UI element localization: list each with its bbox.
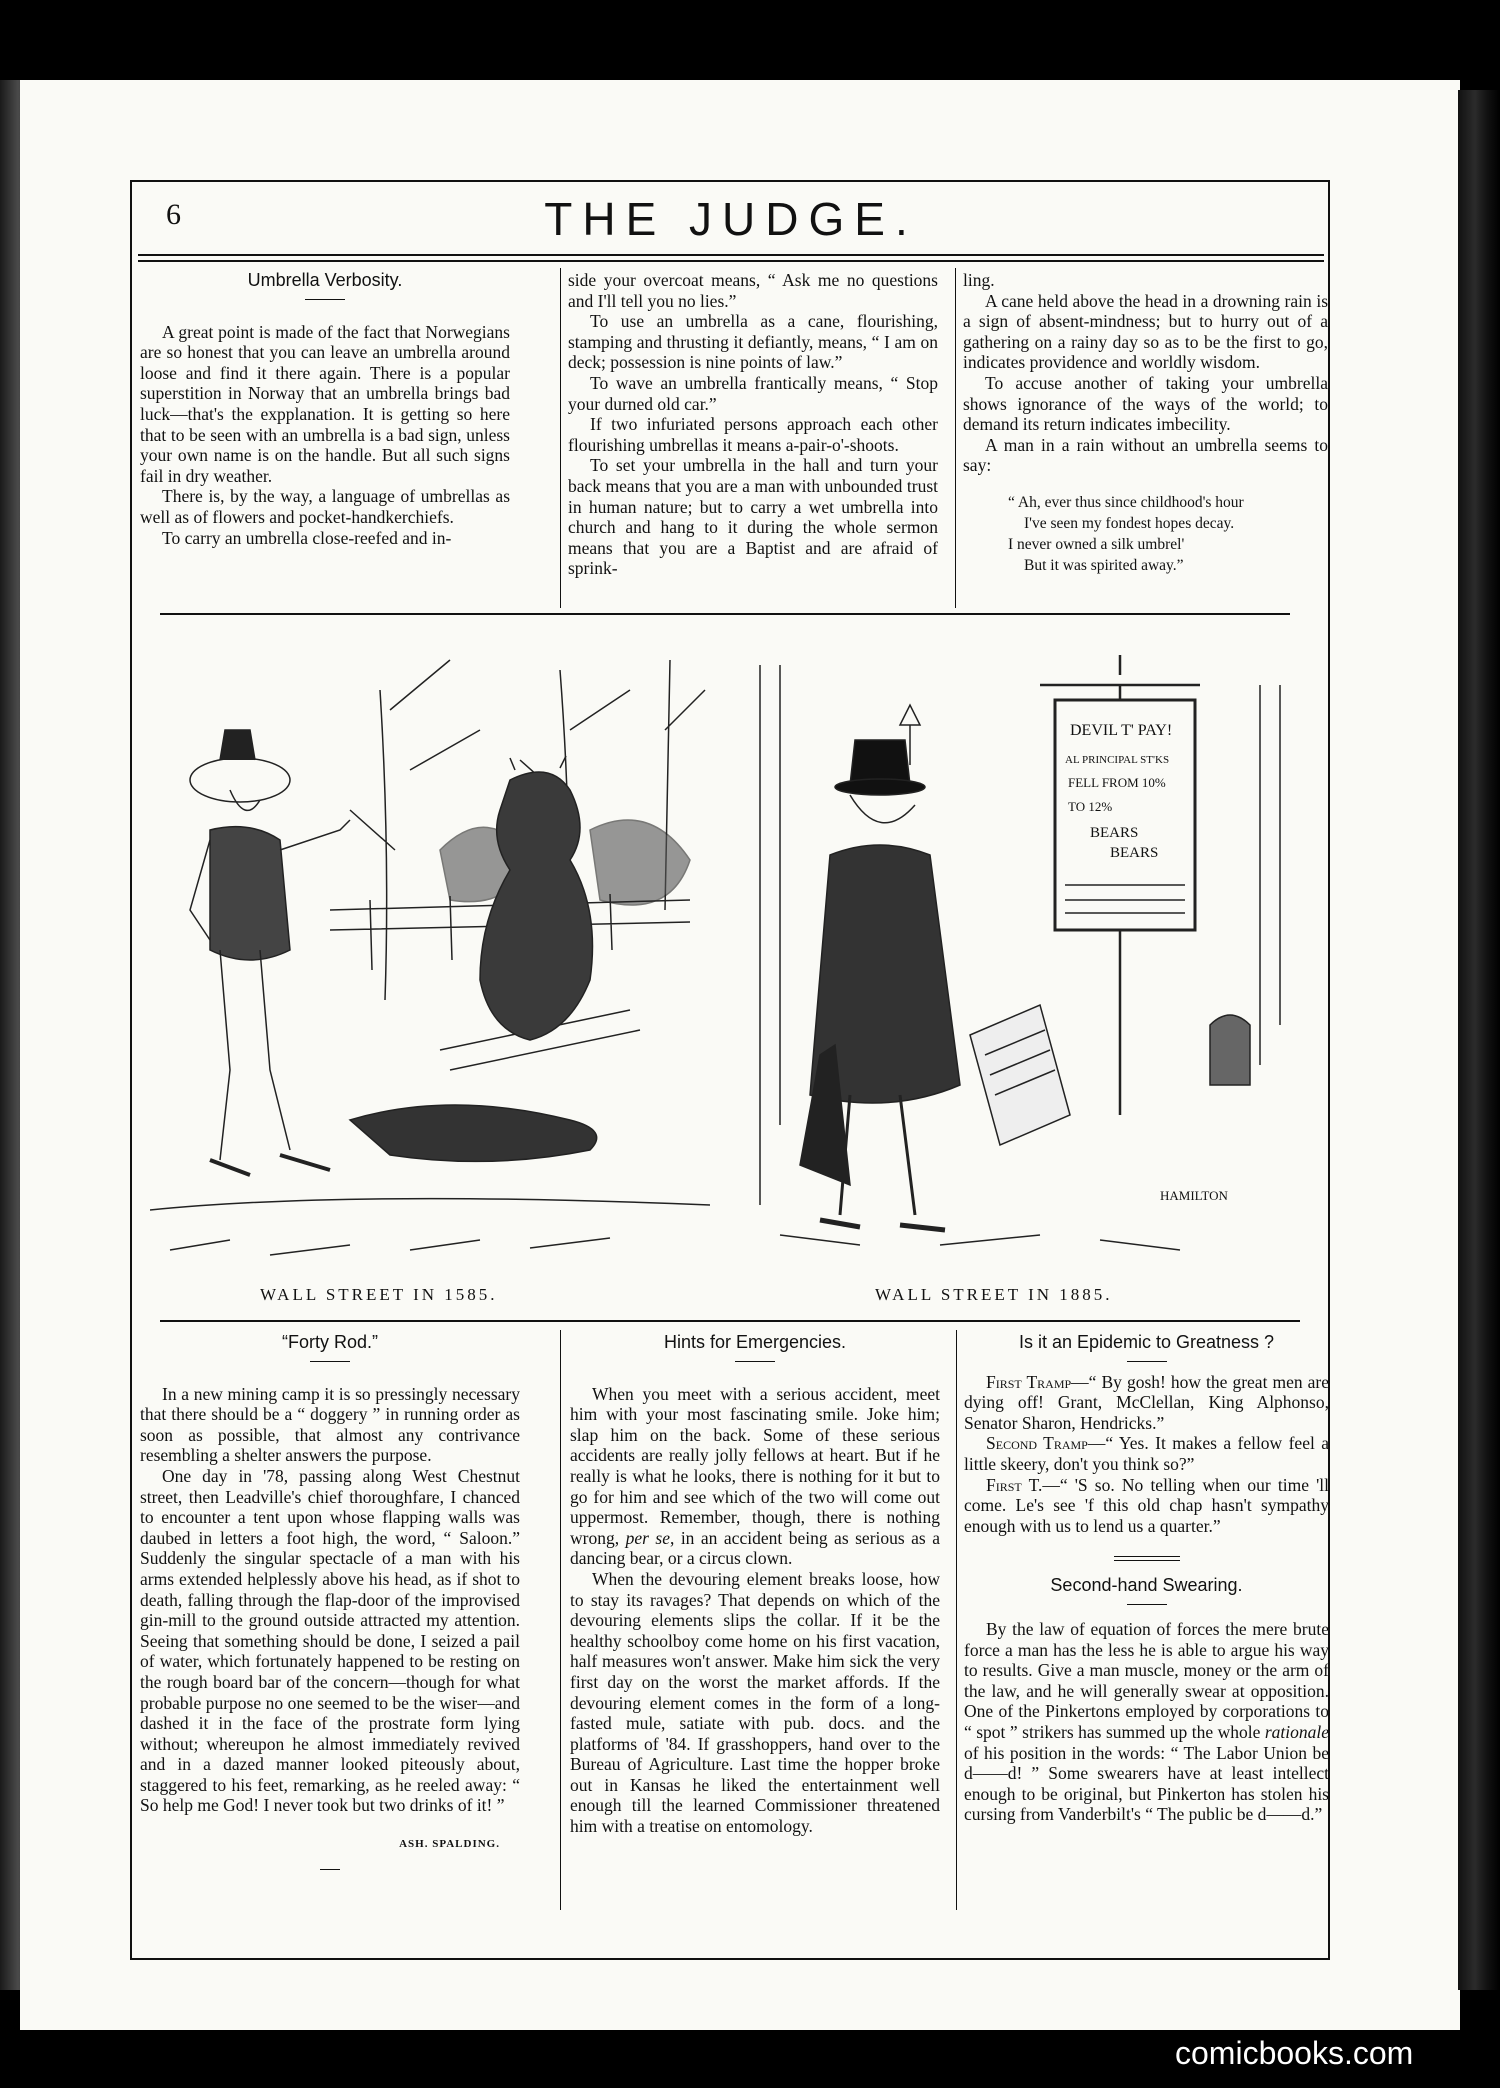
cartoon-caption-1885: WALL STREET IN 1885. xyxy=(875,1285,1113,1304)
forty-rod-paragraph: In a new mining camp it is so pressingly necessary that there should be a “ doggery ” in running order as soon as possible, that almost any contrivance resembling a shelter answers the purpose. xyxy=(140,1383,520,1466)
hints-title: Hints for Emergencies. xyxy=(663,1332,847,1352)
title-rule xyxy=(305,299,345,300)
section-rule xyxy=(160,1320,1300,1322)
umbrella-paragraph: To set your umbrella in the hall and turn your back means that you are a man with unbounded trust in human nature; but to carry a wet umbrella into church and hang to it during the whole sermon means that you are a Baptist and are afraid of sprink- xyxy=(568,455,938,579)
dialogue-line: First T.—“ 'S so. No telling when our time 'll come. Le's see 'f this old chap hasn't sympathy enough with us to lend us a quarter.” xyxy=(964,1474,1329,1536)
verse-line: I've seen my fondest hopes decay. xyxy=(1024,514,1235,532)
title-rule xyxy=(310,1361,350,1362)
sign-line: FELL FROM 10% xyxy=(1068,775,1166,790)
title-rule xyxy=(735,1361,775,1362)
sign-line: DEVIL T' PAY! xyxy=(1070,722,1173,739)
umbrella-paragraph: side your overcoat means, “ Ask me no questions and I'll tell you no lies.” xyxy=(568,270,938,311)
umbrella-paragraph: A cane held above the head in a drowning rain is a sign of absent-mindness; but to hurry out of a gathering on a rainy day so as to be the first to go, indicates providence and worldly wisdom. xyxy=(963,290,1328,373)
umbrella-paragraph: To accuse another of taking your umbrella shows ignorance of the ways of the world; to demand its return indicates imbecility. xyxy=(963,372,1328,435)
watermark-text: comicbooks.com xyxy=(1175,2035,1414,2071)
end-rule xyxy=(320,1869,340,1870)
swearing-title: Second-hand Swearing. xyxy=(1050,1575,1243,1596)
sign-line: TO 12% xyxy=(1068,799,1113,814)
sign-line: AL PRINCIPAL ST'KS xyxy=(1065,754,1170,766)
umbrella-title: Umbrella Verbosity. xyxy=(247,270,403,290)
verse-line: But it was spirited away.” xyxy=(1024,556,1184,574)
epidemic-column xyxy=(964,1332,1329,1825)
masthead-rule-2 xyxy=(138,260,1324,262)
artist-signature: HAMILTON xyxy=(1160,1188,1228,1203)
dialogue-line: Second Tramp—“ Yes. It makes a fellow feel a little skeery, don't you think so?” xyxy=(964,1433,1329,1474)
newspaper-page xyxy=(130,180,1340,1960)
umbrella-column-3 xyxy=(963,270,1328,576)
verse-line: I never owned a silk umbrel' xyxy=(1008,535,1185,553)
umbrella-paragraph: A great point is made of the fact that Norwegians are so honest that you can leave an umbrella around loose and find it there again. There is a popular superstition in Norway that an umbrella brings bad luck—that's the expplanation. It is getting so here that to be seen with an umbrella is a bad sign, unless your own name is on the handle. But all such signs fail in dry weather. xyxy=(140,321,510,486)
column-divider xyxy=(560,268,561,608)
page-edge xyxy=(1458,90,1500,1990)
section-rule xyxy=(160,613,1290,615)
umbrella-paragraph: A man in a rain without an umbrella seems to say: xyxy=(963,434,1328,476)
author-signature: ASH. SPALDING. xyxy=(399,1838,500,1851)
column-divider xyxy=(956,1330,957,1910)
umbrella-verse xyxy=(1008,492,1328,576)
forty-rod-title: “Forty Rod.” xyxy=(281,1332,378,1352)
cartoon-1885-illustration xyxy=(740,645,1300,1275)
forty-rod-column xyxy=(140,1332,520,1870)
cartoon-1585-illustration xyxy=(150,650,710,1270)
column-divider xyxy=(560,1330,561,1910)
hints-paragraph: When the devouring element breaks loose, how to stay its ravages? That depends on which of the devouring elements slips the collar. If it be the healthy schoolboy come home on his first vacation, half measures won't answer. Make him sick the very first day on the worst the market affords. If the devouring element comes in the form of a long-fasted mule, satiate with pub. docs. and the platforms of '84. If grasshoppers, hand over to the Bureau of Agriculture. Last time the hopper broke out in Kansas he liked the entertainment well enough till the learned Commissioner threatened him with a treatise on entomology. xyxy=(570,1568,940,1837)
hints-paragraph: When you meet with a serious accident, meet him with your most fascinating smile. Joke him; slap him on the back. Some of these serious accidents are really jolly fellows at heart. But if he really is what he looks, there is nothing for it but to go for him and see which of the two will come out uppermost. Remember, though, there is nothing wrong, per se, in an accident being as serious as a dancing bear, or a circus clown. xyxy=(570,1383,940,1569)
umbrella-paragraph: To wave an umbrella frantically means, “ Stop your durned old car.” xyxy=(568,372,938,414)
dialogue-line: First Tramp—“ By gosh! how the great men are dying off! Grant, McClellan, King Alphonso, Senator Sharon, Hendricks.” xyxy=(964,1371,1330,1433)
masthead-bar xyxy=(138,193,1324,245)
sign-line: BEARS xyxy=(1110,845,1159,861)
masthead-rule xyxy=(138,254,1324,256)
double-rule xyxy=(1114,1556,1180,1561)
sign-line: BEARS xyxy=(1090,825,1139,841)
epidemic-title: Is it an Epidemic to Greatness ? xyxy=(1018,1332,1275,1352)
umbrella-paragraph: To carry an umbrella close-reefed and in- xyxy=(162,527,452,548)
swearing-paragraph: By the law of equation of forces the mere brute force a man has the less he is able to argue his way to results. Give a man muscle, money or the arm of the law, and he will generally swear at opposition. One of the Pinkertons employed by corporations to “ spot ” strikers has summed up the whole rationale of his position in the words: “ The Labor Union be d——d! ” Some swearers have at least intellect enough to be original, but Pinkerton has stolen his cursing from Vanderbilt's “ The public be d——d.” xyxy=(964,1618,1329,1825)
hints-column xyxy=(570,1332,940,1837)
umbrella-column-2 xyxy=(568,270,938,579)
umbrella-column-1 xyxy=(140,270,510,548)
cartoon-caption-1585: WALL STREET IN 1585. xyxy=(260,1285,498,1304)
title-rule xyxy=(1127,1604,1167,1605)
forty-rod-paragraph: One day in '78, passing along West Chestnut street, then Leadville's chief thoroughfare, I chanced to encounter a tent upon whose flapping walls was daubed in letters a foot high, the word, “ Saloon.” Suddenly the singular spectacle of a man with his arms extended helplessly above his head, as if shot to death, falling through the flap-door of the improvised gin-mill to the ground outside attracted my attention. Seeing that something should be done, I seized a pail of water, which fortunately happened to be resting on the rough board bar of the concern—though for what probable purpose no one seemed to be the wiser—and dashed it in the face of the prostrate form lying without; whereupon he almost immediately revived and in a dazed manner looked piteously about, staggered to his feet, remarking, as he reeled away: “ So help me God! I never took but two drinks of it! ” xyxy=(140,1465,520,1816)
column-divider xyxy=(955,268,956,608)
umbrella-paragraph: If two infuriated persons approach each other flourishing umbrellas it means a-pair-o'-shoots. xyxy=(568,414,938,455)
umbrella-paragraph: To use an umbrella as a cane, flourishing, stamping and thrusting it defiantly, means, “ I am on deck; possession is nine points of law.” xyxy=(568,311,938,373)
masthead-title: THE JUDGE. xyxy=(544,193,918,245)
title-rule xyxy=(1127,1361,1167,1362)
umbrella-paragraph: There is, by the way, a language of umbrellas as well as of flowers and pocket-handkerchiefs. xyxy=(140,486,510,527)
verse-line: “ Ah, ever thus since childhood's hour xyxy=(1008,493,1244,511)
umbrella-paragraph: ling. xyxy=(963,270,995,290)
page-number: 6 xyxy=(166,198,181,231)
